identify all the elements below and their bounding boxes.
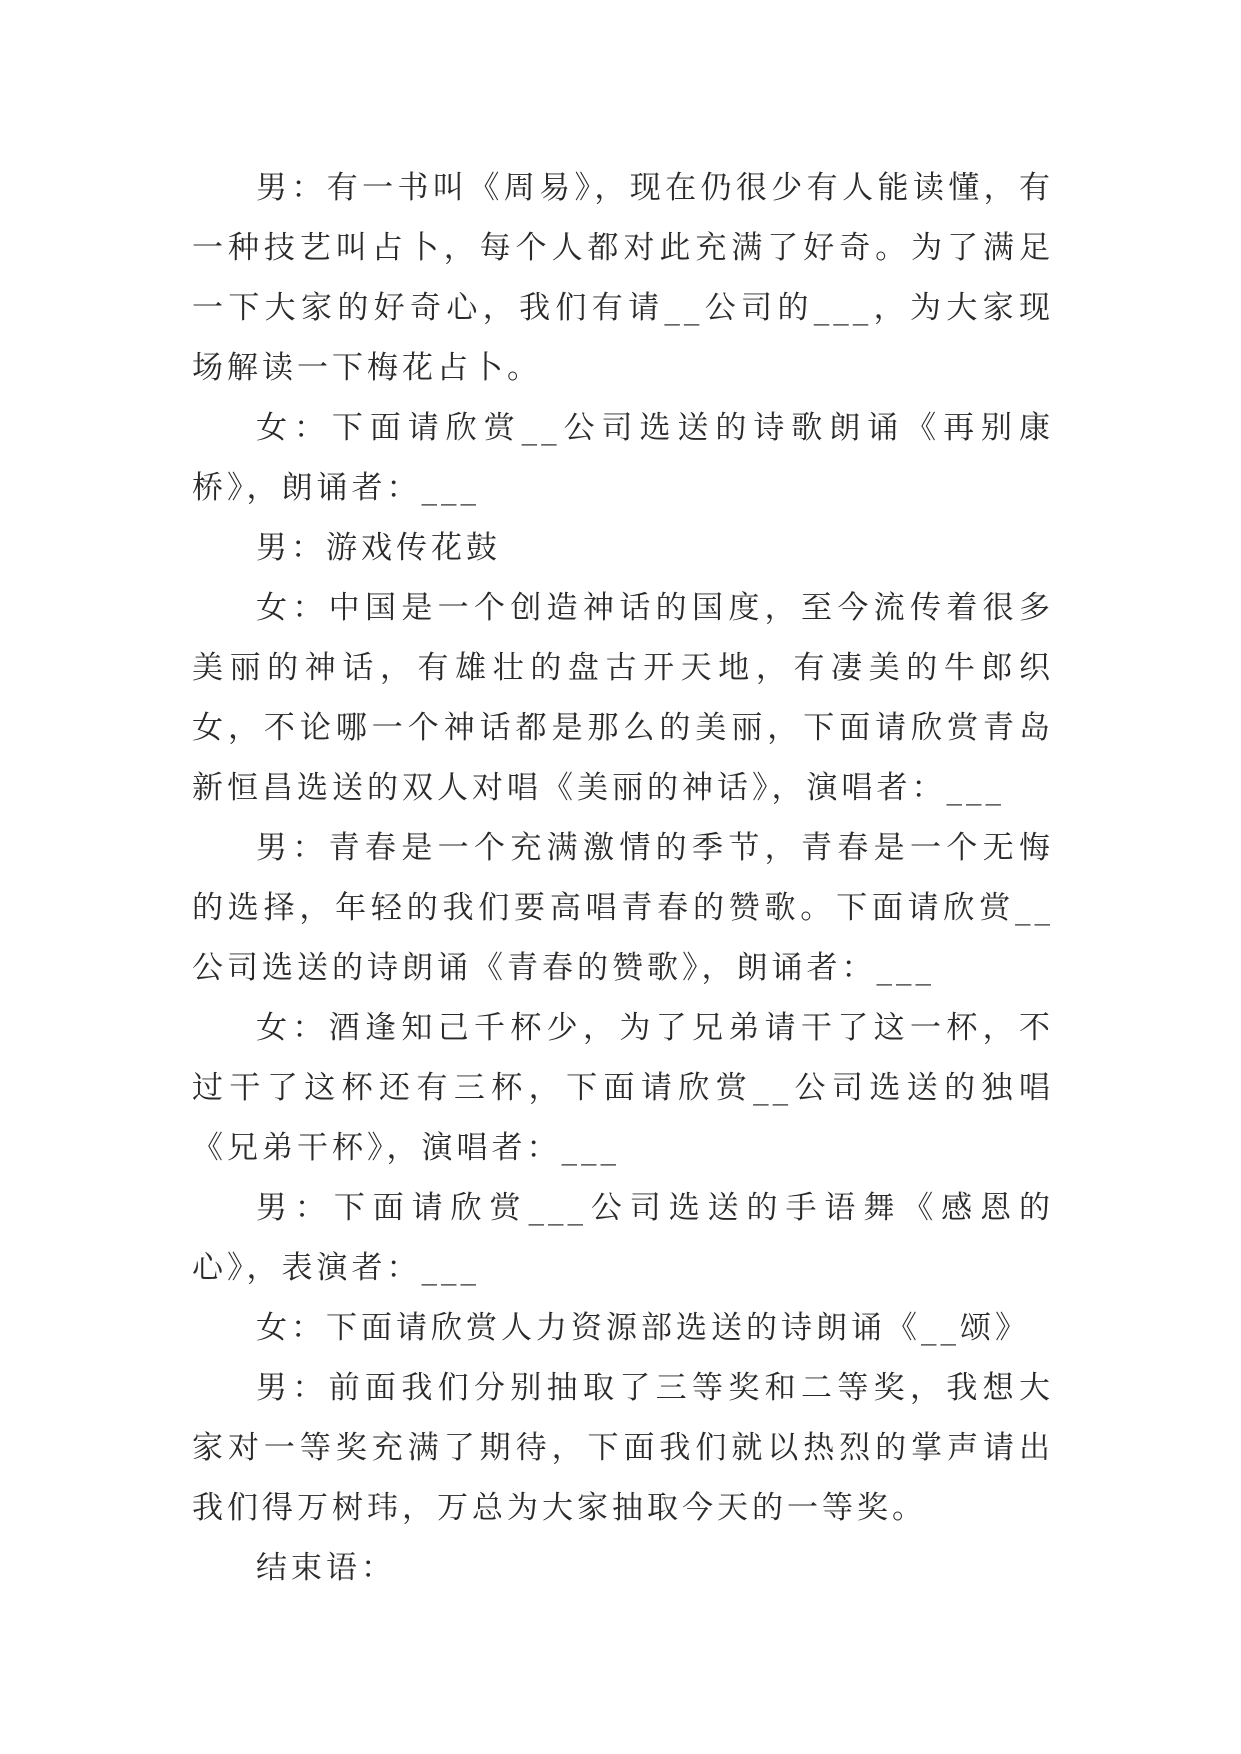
paragraph-7: 男：下面请欣赏___公司选送的手语舞《感恩的心》，表演者：___: [192, 1190, 1054, 1286]
paragraph-5: 男：青春是一个充满激情的季节，青春是一个无悔的选择，年轻的我们要高唱青春的赞歌。下面请欣赏__公司选送的诗朗诵《青春的赞歌》，朗诵者：___: [192, 830, 1054, 986]
document-page: [192, 158, 1054, 1598]
paragraph-9: 男：前面我们分别抽取了三等奖和二等奖，我想大家对一等奖充满了期待，下面我们就以热烈的掌声请出我们得万树玮，万总为大家抽取今天的一等奖。: [192, 1370, 1054, 1526]
paragraph-3: 男：游戏传花鼓: [256, 530, 501, 566]
paragraph-8: 女：下面请欣赏人力资源部选送的诗朗诵《__颂》: [256, 1310, 1030, 1346]
paragraph-4: 女：中国是一个创造神话的国度，至今流传着很多美丽的神话，有雄壮的盘古开天地，有凄美的牛郎织女，不论哪一个神话都是那么的美丽，下面请欣赏青岛新恒昌选送的双人对唱《美丽的神话》，演唱者：___: [192, 590, 1054, 806]
paragraph-10: 结束语：: [256, 1550, 396, 1586]
paragraph-1: 男：有一书叫《周易》，现在仍很少有人能读懂，有一种技艺叫占卜，每个人都对此充满了好奇。为了满足一下大家的好奇心，我们有请__公司的___，为大家现场解读一下梅花占卜。: [192, 170, 1054, 386]
paragraph-6: 女：酒逢知己千杯少，为了兄弟请干了这一杯，不过干了这杯还有三杯，下面请欣赏__公司选送的独唱《兄弟干杯》，演唱者：___: [192, 1010, 1054, 1166]
paragraph-2: 女：下面请欣赏__公司选送的诗歌朗诵《再别康桥》，朗诵者：___: [192, 410, 1054, 506]
